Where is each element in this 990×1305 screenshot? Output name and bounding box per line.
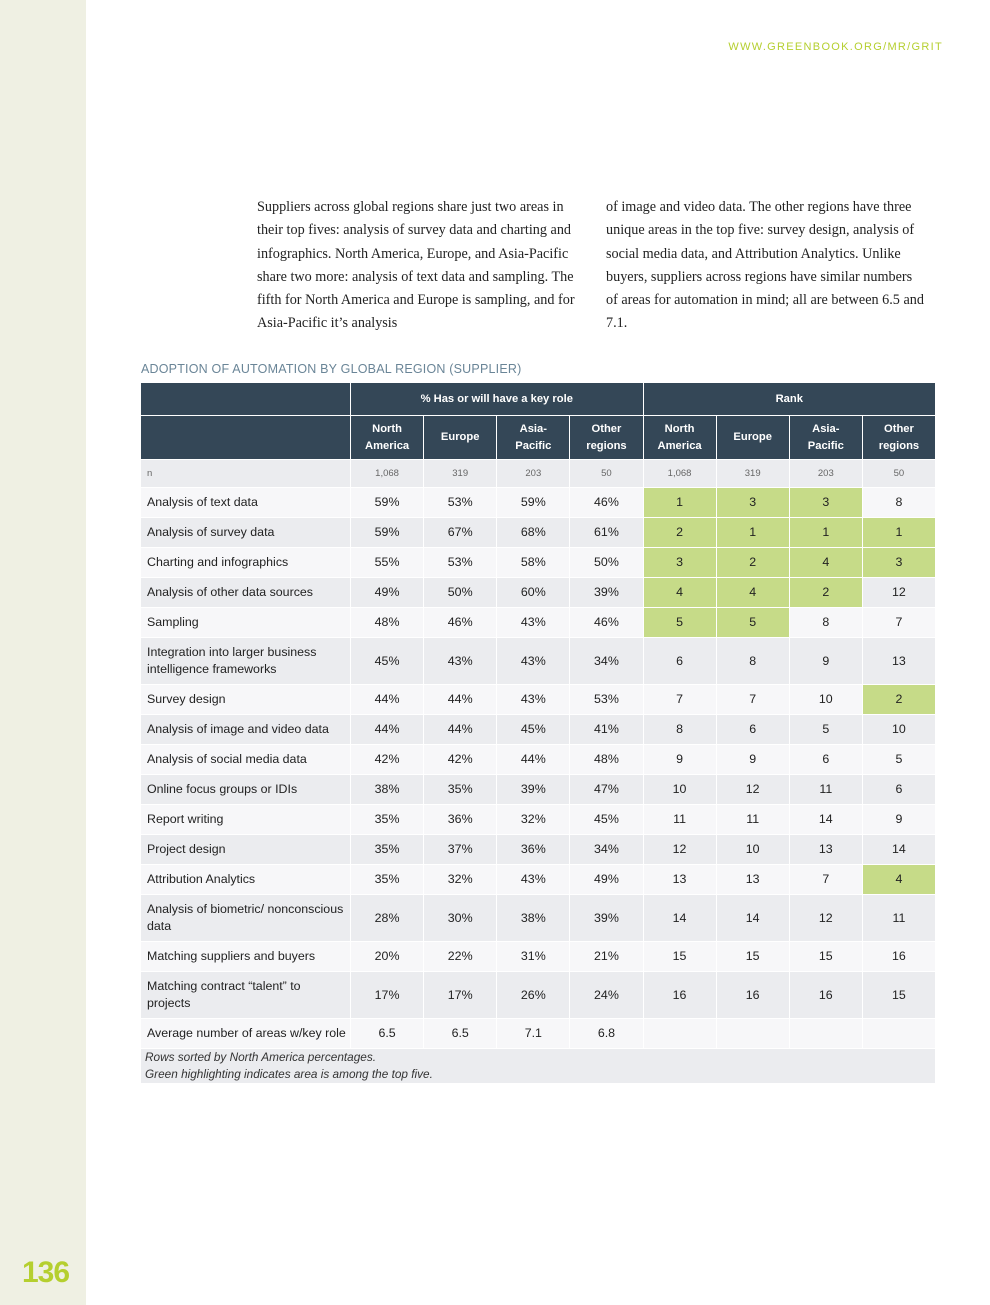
rank-cell: 10 [644, 775, 716, 804]
sample-size-label: n [141, 460, 350, 487]
pct-cell: 17% [424, 972, 496, 1018]
group-header-pct: % Has or will have a key role [351, 383, 643, 415]
pct-cell: 44% [351, 715, 423, 744]
pct-cell: 45% [351, 638, 423, 684]
pct-cell: 53% [424, 488, 496, 517]
table-row [141, 805, 935, 834]
rank-cell: 7 [717, 685, 789, 714]
rank-cell [644, 1019, 716, 1048]
pct-cell: 43% [497, 638, 569, 684]
rank-cell: 9 [863, 805, 935, 834]
rank-cell: 2 [790, 578, 862, 607]
pct-cell: 38% [351, 775, 423, 804]
table-row [141, 865, 935, 894]
pct-cell: 39% [570, 578, 642, 607]
rank-cell: 14 [863, 835, 935, 864]
rank-cell: 14 [790, 805, 862, 834]
rank-cell: 3 [644, 548, 716, 577]
table-row [141, 775, 935, 804]
rank-cell: 5 [644, 608, 716, 637]
pct-cell: 6.8 [570, 1019, 642, 1048]
table-title: ADOPTION OF AUTOMATION BY GLOBAL REGION (SUPPLIER) [141, 362, 522, 376]
sample-size-value: 50 [570, 460, 642, 487]
rank-cell: 5 [717, 608, 789, 637]
column-header-row [141, 416, 935, 459]
pct-cell: 67% [424, 518, 496, 547]
side-strip [0, 0, 86, 1305]
table-row [141, 1019, 935, 1048]
pct-cell: 44% [424, 715, 496, 744]
pct-cell: 32% [424, 865, 496, 894]
pct-cell: 55% [351, 548, 423, 577]
row-label: Integration into larger business intelligence frameworks [141, 638, 350, 684]
rank-cell: 7 [644, 685, 716, 714]
table-row [141, 488, 935, 517]
table-row [141, 745, 935, 774]
rank-cell: 7 [790, 865, 862, 894]
pct-cell: 60% [497, 578, 569, 607]
pct-cell: 35% [351, 805, 423, 834]
pct-cell: 39% [497, 775, 569, 804]
rank-cell: 6 [644, 638, 716, 684]
pct-cell: 42% [424, 745, 496, 774]
pct-cell: 17% [351, 972, 423, 1018]
rank-cell: 4 [790, 548, 862, 577]
rank-cell: 11 [863, 895, 935, 941]
row-label: Charting and infographics [141, 548, 350, 577]
pct-cell: 38% [497, 895, 569, 941]
rank-cell: 15 [790, 942, 862, 971]
rank-cell: 8 [717, 638, 789, 684]
table-row [141, 972, 935, 1018]
rank-cell: 15 [863, 972, 935, 1018]
rank-cell: 14 [644, 895, 716, 941]
pct-cell: 35% [424, 775, 496, 804]
rank-cell [863, 1019, 935, 1048]
rank-cell: 8 [863, 488, 935, 517]
pct-cell: 32% [497, 805, 569, 834]
row-label: Analysis of text data [141, 488, 350, 517]
rank-cell: 13 [863, 638, 935, 684]
pct-cell: 68% [497, 518, 569, 547]
pct-cell: 35% [351, 865, 423, 894]
rank-cell: 11 [644, 805, 716, 834]
rank-cell: 9 [644, 745, 716, 774]
pct-cell: 45% [497, 715, 569, 744]
table-row [141, 578, 935, 607]
pct-cell: 44% [497, 745, 569, 774]
rank-cell: 5 [863, 745, 935, 774]
pct-cell: 46% [570, 488, 642, 517]
rank-cell: 12 [717, 775, 789, 804]
table-row [141, 608, 935, 637]
rank-cell: 9 [717, 745, 789, 774]
pct-cell: 26% [497, 972, 569, 1018]
pct-cell: 34% [570, 835, 642, 864]
header-blank [141, 416, 350, 459]
sample-size-value: 319 [424, 460, 496, 487]
footnote-line: Green highlighting indicates area is among the top five. [145, 1067, 433, 1081]
pct-cell: 49% [570, 865, 642, 894]
group-header-row [141, 383, 935, 415]
row-label: Analysis of image and video data [141, 715, 350, 744]
intro-paragraph-right: of image and video data. The other regions have three unique areas in the top five: survey design, analysis of social media data, and Attribution Analytics. Unlike buyers, suppliers across regions have similar numbers of areas for automation in mind; all are between 6.5 and 7.1. [606, 199, 924, 332]
rank-cell: 6 [717, 715, 789, 744]
rank-cell: 7 [863, 608, 935, 637]
pct-header-3: Other regions [570, 416, 642, 459]
pct-cell: 24% [570, 972, 642, 1018]
rank-cell: 14 [717, 895, 789, 941]
row-label: Analysis of survey data [141, 518, 350, 547]
pct-cell: 31% [497, 942, 569, 971]
rank-cell: 3 [863, 548, 935, 577]
pct-cell: 7.1 [497, 1019, 569, 1048]
pct-cell: 53% [424, 548, 496, 577]
pct-cell: 46% [424, 608, 496, 637]
pct-cell: 44% [351, 685, 423, 714]
pct-cell: 35% [351, 835, 423, 864]
row-label: Analysis of biometric/ nonconscious data [141, 895, 350, 941]
row-label: Average number of areas w/key role [141, 1019, 350, 1048]
footnote-line: Rows sorted by North America percentages. [145, 1050, 377, 1064]
header-blank [141, 383, 350, 415]
pct-cell: 20% [351, 942, 423, 971]
pct-cell: 6.5 [424, 1019, 496, 1048]
automation-table [140, 382, 936, 1084]
row-label: Online focus groups or IDIs [141, 775, 350, 804]
pct-cell: 36% [497, 835, 569, 864]
pct-cell: 34% [570, 638, 642, 684]
pct-cell: 59% [351, 518, 423, 547]
pct-cell: 44% [424, 685, 496, 714]
rank-header-1: Europe [717, 416, 789, 459]
pct-header-1: Europe [424, 416, 496, 459]
sample-size-value: 1,068 [644, 460, 716, 487]
row-label: Attribution Analytics [141, 865, 350, 894]
rank-cell [717, 1019, 789, 1048]
table-row [141, 895, 935, 941]
rank-cell: 10 [717, 835, 789, 864]
rank-cell: 8 [790, 608, 862, 637]
page-number: 136 [22, 1256, 70, 1289]
sample-size-value: 203 [790, 460, 862, 487]
rank-header-2: Asia- Pacific [790, 416, 862, 459]
rank-cell: 11 [717, 805, 789, 834]
pct-cell: 45% [570, 805, 642, 834]
pct-header-2: Asia- Pacific [497, 416, 569, 459]
rank-cell: 2 [644, 518, 716, 547]
row-label: Project design [141, 835, 350, 864]
rank-cell: 12 [863, 578, 935, 607]
pct-cell: 49% [351, 578, 423, 607]
pct-cell: 6.5 [351, 1019, 423, 1048]
pct-cell: 43% [497, 608, 569, 637]
rank-header-3: Other regions [863, 416, 935, 459]
table-row [141, 835, 935, 864]
rank-cell [790, 1019, 862, 1048]
rank-cell: 10 [863, 715, 935, 744]
rank-cell: 16 [717, 972, 789, 1018]
pct-cell: 22% [424, 942, 496, 971]
pct-cell: 48% [570, 745, 642, 774]
pct-cell: 41% [570, 715, 642, 744]
rank-cell: 5 [790, 715, 862, 744]
rank-cell: 9 [790, 638, 862, 684]
pct-cell: 50% [570, 548, 642, 577]
pct-cell: 28% [351, 895, 423, 941]
pct-cell: 59% [497, 488, 569, 517]
rank-cell: 4 [644, 578, 716, 607]
sample-size-value: 50 [863, 460, 935, 487]
pct-cell: 46% [570, 608, 642, 637]
pct-cell: 36% [424, 805, 496, 834]
rank-cell: 1 [644, 488, 716, 517]
footnote-cell [141, 1049, 935, 1083]
rank-cell: 16 [790, 972, 862, 1018]
rank-cell: 15 [644, 942, 716, 971]
pct-cell: 47% [570, 775, 642, 804]
rank-cell: 13 [644, 865, 716, 894]
rank-cell: 16 [644, 972, 716, 1018]
sample-size-value: 319 [717, 460, 789, 487]
sample-size-value: 203 [497, 460, 569, 487]
table-body [141, 460, 935, 1048]
row-label: Analysis of other data sources [141, 578, 350, 607]
group-header-rank: Rank [644, 383, 936, 415]
rank-cell: 2 [863, 685, 935, 714]
pct-cell: 42% [351, 745, 423, 774]
table-row [141, 715, 935, 744]
rank-cell: 1 [863, 518, 935, 547]
table-row [141, 638, 935, 684]
rank-cell: 12 [790, 895, 862, 941]
rank-cell: 4 [717, 578, 789, 607]
pct-cell: 53% [570, 685, 642, 714]
table-row [141, 942, 935, 971]
rank-cell: 2 [717, 548, 789, 577]
row-label: Survey design [141, 685, 350, 714]
row-label: Analysis of social media data [141, 745, 350, 774]
rank-cell: 10 [790, 685, 862, 714]
rank-cell: 11 [790, 775, 862, 804]
pct-cell: 59% [351, 488, 423, 517]
table-row [141, 518, 935, 547]
rank-cell: 1 [717, 518, 789, 547]
rank-cell: 6 [863, 775, 935, 804]
rank-cell: 8 [644, 715, 716, 744]
pct-cell: 48% [351, 608, 423, 637]
rank-cell: 16 [863, 942, 935, 971]
row-label: Report writing [141, 805, 350, 834]
rank-cell: 3 [717, 488, 789, 517]
rank-cell: 12 [644, 835, 716, 864]
rank-cell: 13 [717, 865, 789, 894]
rank-cell: 6 [790, 745, 862, 774]
row-label: Matching contract “talent” to projects [141, 972, 350, 1018]
pct-cell: 43% [424, 638, 496, 684]
intro-paragraph-left: Suppliers across global regions share just two areas in their top fives: analysis of survey data and charting and infographics. North America, Europe, and Asia-Pacific share two more: analysis of text data and sampling. The fifth for North America and Europe is sampling, and for Asia-Pacific it’s analysis [257, 199, 575, 332]
pct-header-0: North America [351, 416, 423, 459]
pct-cell: 37% [424, 835, 496, 864]
pct-cell: 30% [424, 895, 496, 941]
pct-cell: 43% [497, 865, 569, 894]
table-row [141, 685, 935, 714]
rank-cell: 3 [790, 488, 862, 517]
rank-cell: 15 [717, 942, 789, 971]
pct-cell: 43% [497, 685, 569, 714]
footnote-row [141, 1049, 935, 1083]
rank-cell: 1 [790, 518, 862, 547]
rank-cell: 13 [790, 835, 862, 864]
site-url[interactable]: WWW.GREENBOOK.ORG/MR/GRIT [728, 41, 943, 53]
row-label: Sampling [141, 608, 350, 637]
pct-cell: 50% [424, 578, 496, 607]
pct-cell: 61% [570, 518, 642, 547]
table-row [141, 548, 935, 577]
sample-size-value: 1,068 [351, 460, 423, 487]
rank-cell: 4 [863, 865, 935, 894]
pct-cell: 39% [570, 895, 642, 941]
pct-cell: 21% [570, 942, 642, 971]
pct-cell: 58% [497, 548, 569, 577]
rank-header-0: North America [644, 416, 716, 459]
sample-size-row [141, 460, 935, 487]
row-label: Matching suppliers and buyers [141, 942, 350, 971]
